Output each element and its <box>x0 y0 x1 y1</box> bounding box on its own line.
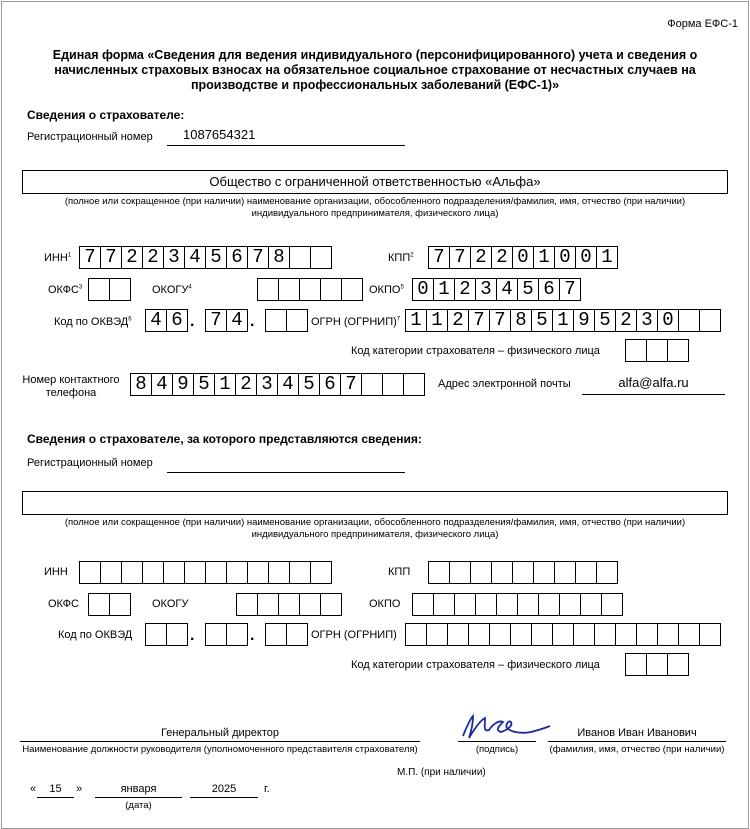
digit-cell[interactable] <box>205 561 227 584</box>
digit-cell[interactable]: 7 <box>340 373 362 396</box>
digit-cell[interactable]: 3 <box>256 373 278 396</box>
represented-name-field[interactable] <box>22 491 728 515</box>
digit-cell[interactable] <box>512 561 534 584</box>
digit-cell[interactable] <box>601 593 623 616</box>
digit-cell[interactable]: 0 <box>512 246 534 269</box>
digit-cell[interactable] <box>286 623 308 646</box>
represented-heading: Сведения о страхователе, за которого представляются сведения: <box>27 432 422 446</box>
signer-name: Иванов Иван Иванович <box>577 727 697 739</box>
signature-image <box>455 712 555 742</box>
digit-cell[interactable] <box>510 623 532 646</box>
name-line <box>548 740 726 742</box>
digit-cell[interactable]: 2 <box>470 246 492 269</box>
digit-cell[interactable]: 4 <box>145 309 167 332</box>
digit-cell[interactable] <box>265 623 287 646</box>
digit-cell[interactable]: 0 <box>554 246 576 269</box>
okved-dot: . <box>250 313 255 330</box>
digit-cell[interactable] <box>265 309 287 332</box>
digit-cell[interactable] <box>142 561 164 584</box>
digit-cell[interactable] <box>573 623 595 646</box>
digit-cell[interactable] <box>533 561 555 584</box>
digit-cell[interactable]: 9 <box>573 309 595 332</box>
represented-okfs-cells[interactable] <box>88 593 131 616</box>
digit-cell[interactable]: 2 <box>121 246 143 269</box>
digit-cell[interactable] <box>236 593 258 616</box>
digit-cell[interactable] <box>361 373 383 396</box>
digit-cell[interactable] <box>88 278 110 301</box>
insurer-okved-cells-3[interactable] <box>265 309 308 332</box>
digit-cell[interactable] <box>489 623 511 646</box>
stamp-label: М.П. (при наличии) <box>397 767 486 778</box>
digit-cell[interactable] <box>531 623 553 646</box>
digit-cell[interactable]: 2 <box>235 373 257 396</box>
insurer-ogrn-cells[interactable] <box>405 309 721 332</box>
digit-cell[interactable]: 4 <box>184 246 206 269</box>
digit-cell[interactable] <box>538 593 560 616</box>
date-caption: (дата) <box>125 800 152 811</box>
insurer-heading: Сведения о страхователе: <box>27 108 185 122</box>
digit-cell[interactable]: 1 <box>433 278 455 301</box>
represented-okfs-label: ОКФС <box>48 598 79 610</box>
digit-cell[interactable] <box>109 593 131 616</box>
digit-cell[interactable] <box>412 593 434 616</box>
represented-okved-label: Код по ОКВЭД <box>58 629 133 641</box>
insurer-okfs-cells[interactable] <box>88 278 131 301</box>
represented-okved-cells-2[interactable] <box>205 623 248 646</box>
digit-cell[interactable] <box>667 653 689 676</box>
digit-cell[interactable] <box>205 623 227 646</box>
digit-cell[interactable]: 6 <box>319 373 341 396</box>
digit-cell[interactable] <box>341 278 363 301</box>
digit-cell[interactable] <box>226 623 248 646</box>
digit-cell[interactable] <box>268 561 290 584</box>
digit-cell[interactable] <box>491 561 513 584</box>
digit-cell[interactable] <box>517 593 539 616</box>
insurer-reg-field[interactable]: 1087654321 <box>167 127 405 146</box>
digit-cell[interactable]: 7 <box>449 246 471 269</box>
digit-cell[interactable] <box>580 593 602 616</box>
represented-okogu-label: ОКОГУ <box>152 598 189 610</box>
digit-cell[interactable] <box>636 623 658 646</box>
digit-cell[interactable] <box>184 561 206 584</box>
insurer-phone-label: Номер контактного телефона <box>22 374 120 399</box>
insurer-okved-cells-1[interactable] <box>145 309 188 332</box>
insurer-reg-label: Регистрационный номер <box>27 131 153 143</box>
digit-cell[interactable]: 9 <box>172 373 194 396</box>
signature-caption: (подпись) <box>475 744 519 755</box>
digit-cell[interactable]: 0 <box>657 309 679 332</box>
insurer-phone-cells[interactable] <box>130 373 425 396</box>
represented-category-label: Код категории страхователя – физического лица <box>351 659 600 671</box>
insurer-okpo-cells[interactable] <box>412 278 581 301</box>
digit-cell[interactable] <box>299 278 321 301</box>
represented-okved-cells-1[interactable] <box>145 623 188 646</box>
okved-dot: . <box>190 313 195 330</box>
digit-cell[interactable]: 1 <box>596 246 618 269</box>
insurer-category-cells[interactable] <box>625 339 689 362</box>
represented-okved-cells-3[interactable] <box>265 623 308 646</box>
digit-cell[interactable] <box>678 309 700 332</box>
signature-line <box>458 740 536 742</box>
director-position: Генеральный директор <box>161 727 279 739</box>
digit-cell[interactable] <box>428 561 450 584</box>
insurer-okfs-label: ОКФС$^3$ <box>48 284 83 296</box>
digit-cell[interactable] <box>299 593 321 616</box>
represented-inn-label: ИНН <box>44 566 68 578</box>
digit-cell[interactable]: 7 <box>489 309 511 332</box>
digit-cell[interactable] <box>426 623 448 646</box>
digit-cell[interactable]: 2 <box>447 309 469 332</box>
digit-cell[interactable] <box>247 561 269 584</box>
insurer-name-caption: (полное или сокращенное (при наличии) наименование организации, обособленного подразделения/фамилия, имя, отчество (при наличии) индивидуального предпринимателя, физического лица) <box>64 196 686 219</box>
insurer-okved-label: Код по ОКВЭД$^6$ <box>54 316 132 328</box>
digit-cell[interactable] <box>475 593 497 616</box>
digit-cell[interactable] <box>646 653 668 676</box>
digit-cell[interactable] <box>496 593 518 616</box>
insurer-kpp-label: КПП$^2$ <box>388 252 414 264</box>
digit-cell[interactable] <box>310 246 332 269</box>
represented-category-cells[interactable] <box>625 653 689 676</box>
digit-cell[interactable]: 7 <box>79 246 101 269</box>
form-code: Форма ЕФС-1 <box>667 18 738 30</box>
digit-cell[interactable]: 6 <box>538 278 560 301</box>
name-caption: (фамилия, имя, отчество (при наличии) <box>549 744 725 755</box>
position-line <box>20 740 420 742</box>
digit-cell[interactable] <box>594 623 616 646</box>
represented-reg-field[interactable] <box>167 453 405 473</box>
digit-cell[interactable] <box>257 593 279 616</box>
digit-cell[interactable]: 5 <box>517 278 539 301</box>
digit-cell[interactable] <box>625 653 647 676</box>
digit-cell[interactable] <box>121 561 143 584</box>
digit-cell[interactable] <box>320 593 342 616</box>
okved-dot: . <box>250 627 255 644</box>
digit-cell[interactable]: 3 <box>636 309 658 332</box>
digit-cell[interactable]: 7 <box>559 278 581 301</box>
digit-cell[interactable] <box>559 593 581 616</box>
digit-cell[interactable]: 8 <box>130 373 152 396</box>
digit-cell[interactable] <box>382 373 404 396</box>
digit-cell[interactable]: 2 <box>615 309 637 332</box>
insurer-okogu-label: ОКОГУ$^4$ <box>152 284 192 296</box>
insurer-email-field[interactable]: alfa@alfa.ru <box>582 375 725 395</box>
digit-cell[interactable] <box>88 593 110 616</box>
digit-cell[interactable]: 5 <box>531 309 553 332</box>
digit-cell[interactable]: 6 <box>226 246 248 269</box>
insurer-ogrn-label: ОГРН (ОГРНИП)$^7$ <box>311 316 401 328</box>
digit-cell[interactable]: 7 <box>100 246 122 269</box>
digit-cell[interactable] <box>615 623 637 646</box>
digit-cell[interactable]: 4 <box>226 309 248 332</box>
form-title: Единая форма «Сведения для ведения индивидуального (персонифицированного) учета и сведения о начисленных страховых взносах на обязательное социальное страхование от несчастных случаев на производстве и профессиональных заболеваний (ЕФС-1)» <box>52 48 698 92</box>
digit-cell[interactable] <box>310 561 332 584</box>
digit-cell[interactable] <box>403 373 425 396</box>
digit-cell[interactable]: 4 <box>277 373 299 396</box>
digit-cell[interactable]: 2 <box>142 246 164 269</box>
digit-cell[interactable]: 7 <box>428 246 450 269</box>
date-day[interactable]: 15 <box>37 783 74 798</box>
digit-cell[interactable] <box>554 561 576 584</box>
digit-cell[interactable]: 1 <box>405 309 427 332</box>
insurer-okved-cells-2[interactable] <box>205 309 248 332</box>
digit-cell[interactable] <box>163 561 185 584</box>
digit-cell[interactable]: 5 <box>594 309 616 332</box>
digit-cell[interactable] <box>100 561 122 584</box>
form-frame <box>1 1 749 829</box>
digit-cell[interactable]: 3 <box>163 246 185 269</box>
represented-kpp-cells[interactable] <box>428 561 618 584</box>
represented-inn-cells[interactable] <box>79 561 332 584</box>
digit-cell[interactable]: 5 <box>193 373 215 396</box>
digit-cell[interactable] <box>575 561 597 584</box>
represented-okpo-cells[interactable] <box>412 593 623 616</box>
insurer-kpp-cells[interactable] <box>428 246 618 269</box>
digit-cell[interactable] <box>286 309 308 332</box>
digit-cell[interactable] <box>320 278 342 301</box>
insurer-okogu-cells[interactable] <box>257 278 363 301</box>
represented-okogu-cells[interactable] <box>236 593 342 616</box>
digit-cell[interactable]: 5 <box>298 373 320 396</box>
digit-cell[interactable]: 7 <box>468 309 490 332</box>
digit-cell[interactable] <box>145 623 167 646</box>
digit-cell[interactable]: 6 <box>166 309 188 332</box>
digit-cell[interactable]: 0 <box>412 278 434 301</box>
date-year[interactable]: 2025 <box>190 783 258 798</box>
digit-cell[interactable] <box>449 561 471 584</box>
digit-cell[interactable] <box>166 623 188 646</box>
digit-cell[interactable]: 1 <box>533 246 555 269</box>
date-year-suffix: г. <box>264 783 270 795</box>
digit-cell[interactable] <box>667 339 689 362</box>
digit-cell[interactable] <box>678 623 700 646</box>
digit-cell[interactable] <box>79 561 101 584</box>
represented-ogrn-label: ОГРН (ОГРНИП) <box>311 629 397 641</box>
digit-cell[interactable] <box>470 561 492 584</box>
digit-cell[interactable]: 7 <box>205 309 227 332</box>
digit-cell[interactable]: 4 <box>496 278 518 301</box>
insurer-email-label: Адрес электронной почты <box>438 378 571 390</box>
digit-cell[interactable]: 3 <box>475 278 497 301</box>
represented-ogrn-cells[interactable] <box>405 623 721 646</box>
digit-cell[interactable] <box>447 623 469 646</box>
digit-cell[interactable] <box>433 593 455 616</box>
digit-cell[interactable]: 4 <box>151 373 173 396</box>
digit-cell[interactable] <box>596 561 618 584</box>
represented-reg-label: Регистрационный номер <box>27 457 153 469</box>
position-caption: Наименование должности руководителя (уполномоченного представителя страхователя) <box>22 744 418 755</box>
insurer-okpo-label: ОКПО$^5$ <box>369 284 404 296</box>
digit-cell[interactable]: 7 <box>247 246 269 269</box>
digit-cell[interactable]: 8 <box>510 309 532 332</box>
digit-cell[interactable]: 0 <box>575 246 597 269</box>
digit-cell[interactable]: 5 <box>205 246 227 269</box>
represented-okpo-label: ОКПО <box>369 598 401 610</box>
digit-cell[interactable] <box>405 623 427 646</box>
digit-cell[interactable] <box>699 623 721 646</box>
insurer-name-field[interactable]: Общество с ограниченной ответственностью «Альфа» <box>22 170 728 194</box>
digit-cell[interactable] <box>646 339 668 362</box>
digit-cell[interactable] <box>468 623 490 646</box>
digit-cell[interactable]: 2 <box>454 278 476 301</box>
insurer-inn-cells[interactable] <box>79 246 332 269</box>
digit-cell[interactable]: 2 <box>491 246 513 269</box>
digit-cell[interactable]: 1 <box>214 373 236 396</box>
digit-cell[interactable] <box>109 278 131 301</box>
date-quote-open: « <box>30 783 37 795</box>
digit-cell[interactable]: 1 <box>426 309 448 332</box>
date-quote-close: » <box>76 783 83 795</box>
digit-cell[interactable] <box>289 561 311 584</box>
digit-cell[interactable] <box>454 593 476 616</box>
digit-cell[interactable] <box>625 339 647 362</box>
digit-cell[interactable] <box>552 623 574 646</box>
digit-cell[interactable] <box>278 593 300 616</box>
digit-cell[interactable] <box>278 278 300 301</box>
okved-dot: . <box>190 627 195 644</box>
insurer-category-label: Код категории страхователя – физического лица <box>351 345 600 357</box>
date-month[interactable]: января <box>95 783 182 798</box>
represented-name-caption: (полное или сокращенное (при наличии) наименование организации, обособленного подразделения/фамилия, имя, отчество (при наличии) индивидуального предпринимателя, физического лица) <box>64 517 686 540</box>
digit-cell[interactable] <box>657 623 679 646</box>
digit-cell[interactable] <box>226 561 248 584</box>
digit-cell[interactable] <box>699 309 721 332</box>
digit-cell[interactable]: 8 <box>268 246 290 269</box>
insurer-inn-label: ИНН$^1$ <box>44 252 72 264</box>
represented-kpp-label: КПП <box>388 566 411 578</box>
digit-cell[interactable] <box>289 246 311 269</box>
digit-cell[interactable]: 1 <box>552 309 574 332</box>
digit-cell[interactable] <box>257 278 279 301</box>
